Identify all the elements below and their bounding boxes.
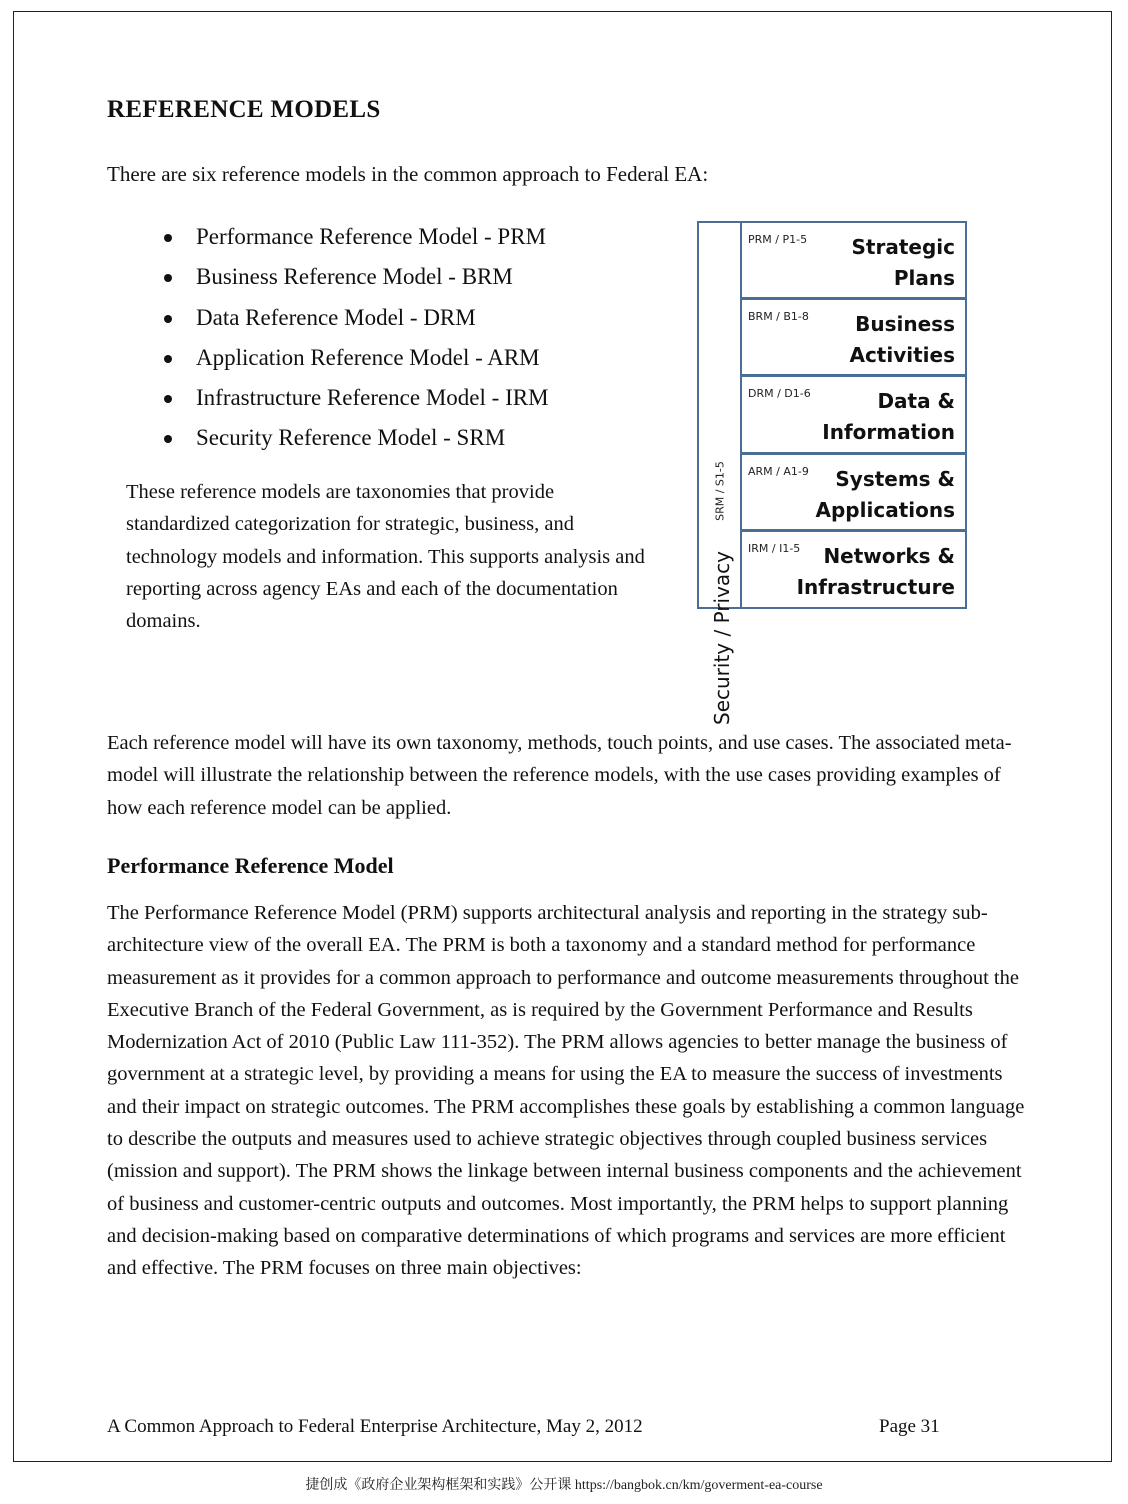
list-item: Application Reference Model - ARM <box>160 341 549 381</box>
reference-model-usage-paragraph: Each reference model will have its own taxonomy, methods, touch points, and use cases. The associated meta-model will illustrate the relationship between the reference models, with the use cases providing examples of how each reference model can be applied. <box>107 732 1012 819</box>
layer-name <box>816 464 955 526</box>
layer-name-line: Infrastructure <box>796 574 955 599</box>
layer-name-line: Information <box>822 420 955 445</box>
layer-systems-applications <box>742 455 965 532</box>
list-item: Performance Reference Model - PRM <box>160 220 549 260</box>
security-column <box>699 223 742 725</box>
prm-heading: Performance Reference Model <box>107 853 394 878</box>
footer-document-title: A Common Approach to Federal Enterprise Architecture, May 2, 2012 <box>107 1416 643 1437</box>
list-item: Infrastructure Reference Model - IRM <box>160 381 549 421</box>
security-code: SRM / S1-5 <box>713 461 727 521</box>
layer-strategic-plans <box>742 223 965 300</box>
intro-paragraph: There are six reference models in the common approach to Federal EA: <box>107 162 709 186</box>
layer-code: DRM / D1-6 <box>748 387 811 401</box>
list-item: Business Reference Model - BRM <box>160 260 549 300</box>
layer-name-line: Plans <box>893 266 955 290</box>
page-title: REFERENCE MODELS <box>107 96 381 123</box>
footer-page-number: Page 31 <box>879 1416 940 1437</box>
layer-code: BRM / B1-8 <box>748 310 809 324</box>
layer-name-line: Systems & <box>835 466 955 491</box>
layer-name <box>822 386 955 448</box>
layer-name <box>852 232 955 294</box>
layer-name-line: Business <box>855 312 955 337</box>
layer-stack <box>742 223 965 607</box>
reference-model-list <box>160 220 549 462</box>
layer-networks-infrastructure <box>742 532 965 609</box>
layer-name <box>849 309 955 371</box>
security-label: Security / Privacy <box>710 551 734 725</box>
layer-code: PRM / P1-5 <box>748 233 808 246</box>
reference-model-diagram <box>697 221 967 725</box>
layer-name-line: Networks & <box>823 543 955 568</box>
layer-name <box>797 541 955 603</box>
list-item: Data Reference Model - DRM <box>160 301 549 341</box>
watermark: 捷创成《政府企业架构框架和实践》公开课 https://bangbok.cn/km/goverment-ea-course <box>305 1478 823 1493</box>
layer-name-line: Data & <box>877 389 955 414</box>
layer-name-line: Strategic <box>851 235 955 259</box>
taxonomy-paragraph: These reference models are taxonomies that provide standardized categorization for strategic, business, and technology models and information. This supports analysis and reporting across agency EAs and each of the documentation domains. <box>126 481 645 633</box>
layer-data-information <box>742 377 965 454</box>
layer-name-line: Applications <box>815 497 955 522</box>
layer-name-line: Activities <box>849 343 955 368</box>
layer-code: IRM / I1-5 <box>748 541 801 555</box>
layer-business-activities <box>742 300 965 377</box>
list-item: Security Reference Model - SRM <box>160 421 549 461</box>
prm-paragraph: The Performance Reference Model (PRM) supports architectural analysis and reporting in the strategy sub-architecture view of the overall EA. The PRM is both a taxonomy and a standard method for performance measurement as it provides for a common approach to performance and outcome measurements throughout the Executive Branch of the Federal Government, as is required by the Government Performance and Results Modernization Act of 2010 (Public Law 111-352). The PRM allows agencies to better manage the business of government at a strategic level, by providing a means for using the EA to measure the success of investments and their impact on strategic outcomes. The PRM accomplishes these goals by establishing a common language to describe the outputs and measures used to achieve strategic objectives through coupled business services (mission and support). The PRM shows the linkage between internal business components and the achievement of business and customer-centric outputs and outcomes. Most importantly, the PRM helps to support planning and decision-making based on comparative determinations of which programs and services are more efficient and effective. The PRM focuses on three main objectives: <box>107 902 1025 1280</box>
layer-code: ARM / A1-9 <box>748 464 809 478</box>
